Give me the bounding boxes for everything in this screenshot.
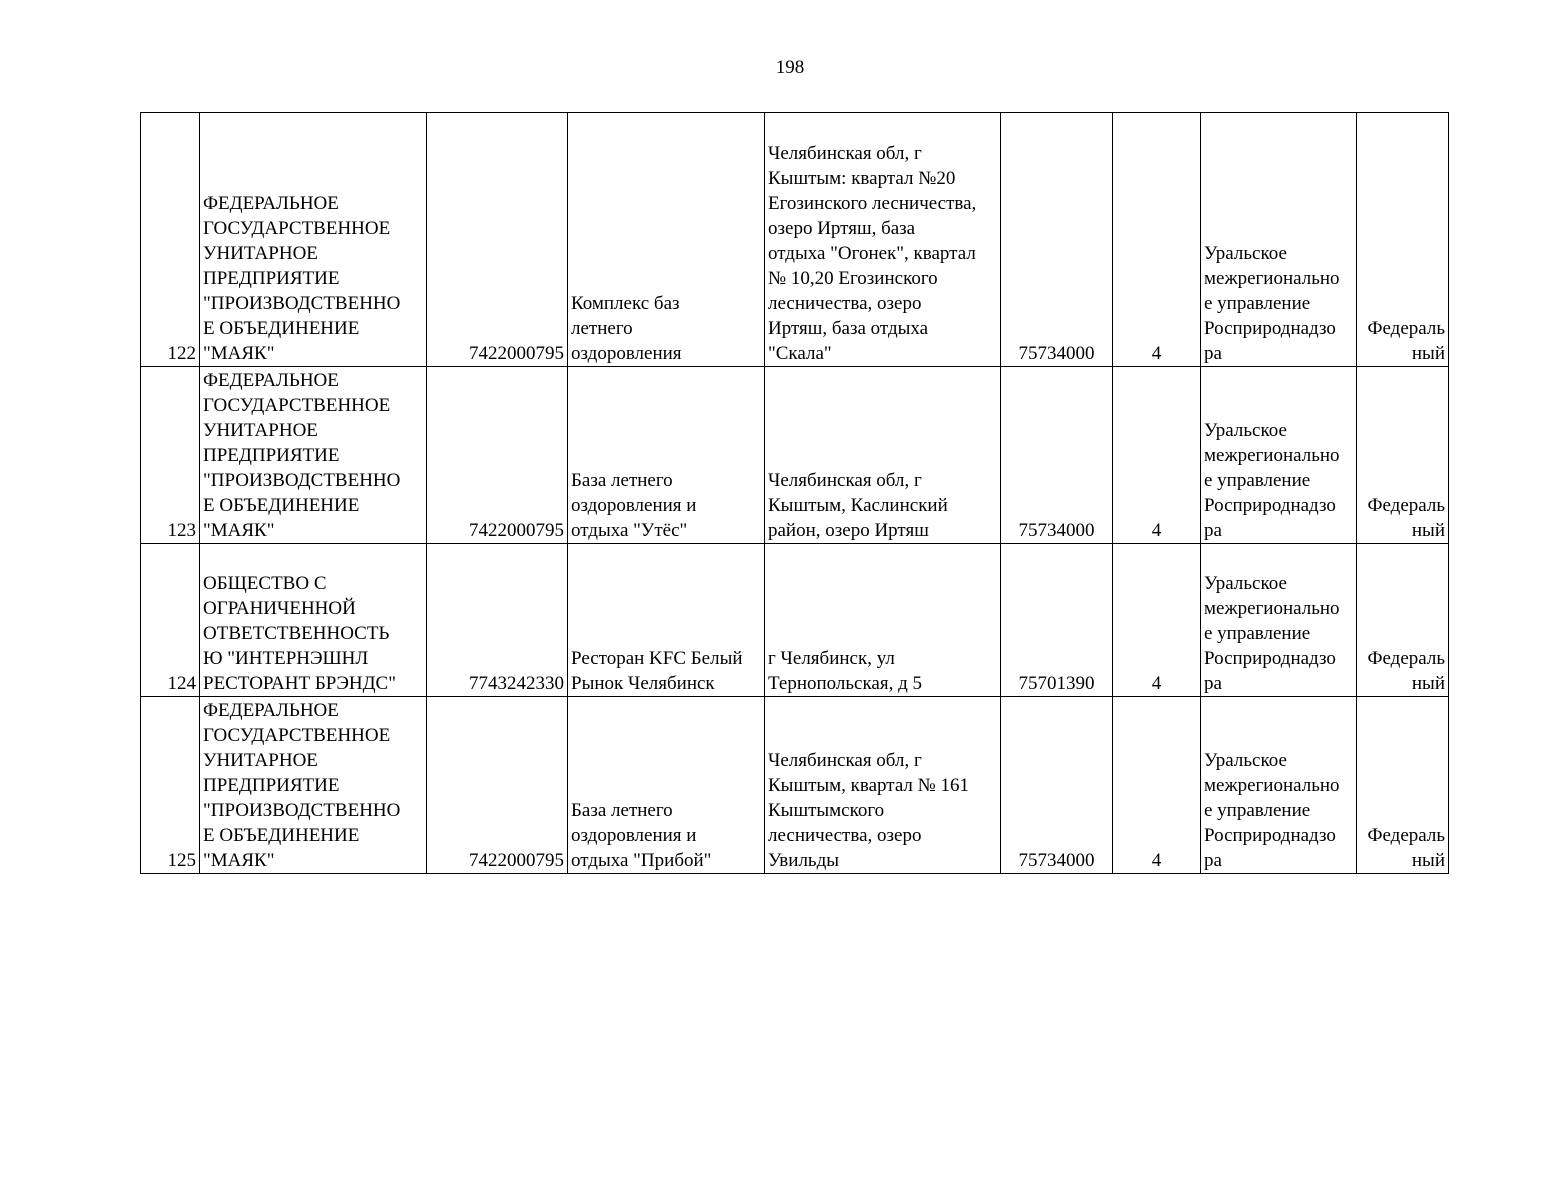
category: 4 — [1113, 113, 1201, 367]
inn: 7743242330 — [427, 544, 568, 697]
object-name: Ресторан KFC Белый Рынок Челябинск — [568, 544, 765, 697]
oktmo-code: 75734000 — [1001, 697, 1113, 874]
object-address: Челябинская обл, г Кыштым, Каслинский район, озеро Иртяш — [765, 367, 1001, 544]
category: 4 — [1113, 367, 1201, 544]
oktmo-code: 75701390 — [1001, 544, 1113, 697]
supervision-level: Федераль ный — [1357, 113, 1449, 367]
supervising-agency: Уральское межрегионально е управление Росприроднадзо ра — [1201, 113, 1357, 367]
supervising-agency: Уральское межрегионально е управление Росприроднадзо ра — [1201, 367, 1357, 544]
supervising-agency: Уральское межрегионально е управление Росприроднадзо ра — [1201, 697, 1357, 874]
row-number: 125 — [141, 697, 200, 874]
table-row — [141, 367, 1449, 544]
oktmo-code: 75734000 — [1001, 113, 1113, 367]
object-address: Челябинская обл, г Кыштым: квартал №20 Егозинского лесничества, озеро Иртяш, база отдыха "Огонек", квартал № 10,20 Егозинского лесничества, озеро Иртяш, база отдыха "Скала" — [765, 113, 1001, 367]
category: 4 — [1113, 544, 1201, 697]
page-number: 198 — [775, 57, 805, 78]
table-row — [141, 544, 1449, 697]
object-name: База летнего оздоровления и отдыха "Прибой" — [568, 697, 765, 874]
organization-name: ФЕДЕРАЛЬНОЕ ГОСУДАРСТВЕННОЕ УНИТАРНОЕ ПРЕДПРИЯТИЕ "ПРОИЗВОДСТВЕННО Е ОБЪЕДИНЕНИЕ "МАЯК" — [200, 367, 427, 544]
registry-table — [140, 112, 1449, 874]
organization-name: ФЕДЕРАЛЬНОЕ ГОСУДАРСТВЕННОЕ УНИТАРНОЕ ПРЕДПРИЯТИЕ "ПРОИЗВОДСТВЕННО Е ОБЪЕДИНЕНИЕ "МАЯК" — [200, 697, 427, 874]
oktmo-code: 75734000 — [1001, 367, 1113, 544]
inn: 7422000795 — [427, 697, 568, 874]
table-row — [141, 697, 1449, 874]
supervision-level: Федераль ный — [1357, 367, 1449, 544]
supervising-agency: Уральское межрегионально е управление Росприроднадзо ра — [1201, 544, 1357, 697]
object-name: База летнего оздоровления и отдыха "Утёс" — [568, 367, 765, 544]
organization-name: ОБЩЕСТВО С ОГРАНИЧЕННОЙ ОТВЕТСТВЕННОСТЬ Ю "ИНТЕРНЭШНЛ РЕСТОРАНТ БРЭНДС" — [200, 544, 427, 697]
object-address: г Челябинск, ул Тернопольская, д 5 — [765, 544, 1001, 697]
category: 4 — [1113, 697, 1201, 874]
object-name: Комплекс баз летнего оздоровления — [568, 113, 765, 367]
organization-name: ФЕДЕРАЛЬНОЕ ГОСУДАРСТВЕННОЕ УНИТАРНОЕ ПРЕДПРИЯТИЕ "ПРОИЗВОДСТВЕННО Е ОБЪЕДИНЕНИЕ "МАЯК" — [200, 113, 427, 367]
supervision-level: Федераль ный — [1357, 697, 1449, 874]
inn: 7422000795 — [427, 367, 568, 544]
row-number: 123 — [141, 367, 200, 544]
row-number: 122 — [141, 113, 200, 367]
inn: 7422000795 — [427, 113, 568, 367]
table-row — [141, 113, 1449, 367]
row-number: 124 — [141, 544, 200, 697]
object-address: Челябинская обл, г Кыштым, квартал № 161 Кыштымского лесничества, озеро Увильды — [765, 697, 1001, 874]
supervision-level: Федераль ный — [1357, 544, 1449, 697]
